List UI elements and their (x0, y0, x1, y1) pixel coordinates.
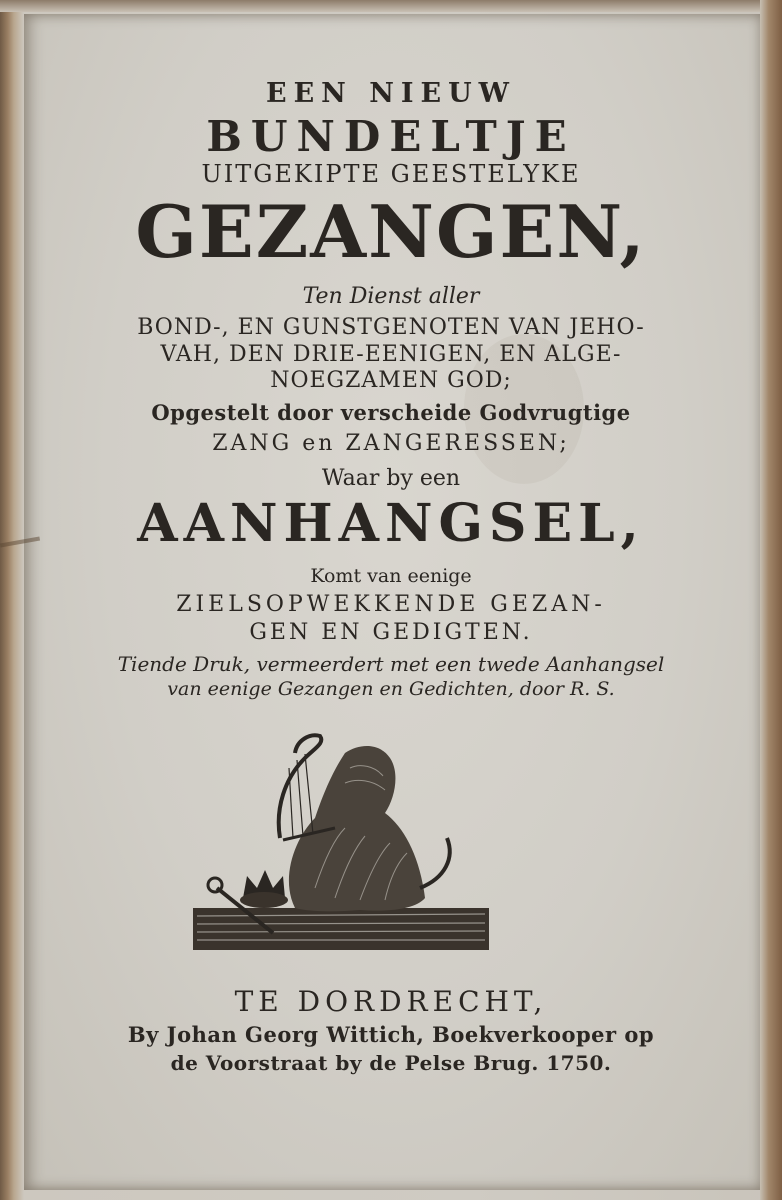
imprint-address-date: de Voorstraat by de Pelse Brug. 1750. (170, 1051, 612, 1075)
appendix-line-3: GEN EN GEDIGTEN. (249, 620, 533, 645)
dedication-line-3: VAH, DEN DRIE-EENIGEN, EN ALGE- (160, 342, 622, 367)
dedication-line-2: BOND-, EN GUNSTGENOTEN VAN JEHO- (137, 315, 645, 340)
title-line-een-nieuw: EEN NIEUW (266, 78, 516, 109)
title-line-gezangen: GEZANGEN, (135, 189, 647, 274)
book-top-edge (0, 0, 782, 12)
appendix-line-2: ZIELSOPWEKKENDE GEZAN- (176, 592, 606, 617)
imprint-place: TE DORDRECHT, (234, 985, 548, 1018)
imprint-printer: By Johan Georg Wittich, Boekverkooper op (127, 1022, 655, 1047)
title-line-bundeltje: BUNDELTJE (206, 112, 576, 161)
edition-line: Tiende Druk, vermeerdert met een twede Aanhangsel (117, 652, 665, 676)
authors-line: Opgestelt door verscheide Godvrugtige (151, 400, 631, 425)
authors-line-2: ZANG en ZANGERESSEN; (212, 431, 570, 456)
appendix-intro: Waar by een (321, 466, 461, 491)
title-line-aanhangsel: AANHANGSEL, (137, 493, 645, 554)
edition-line-2: van eenige Gezangen en Gedichten, door R. S. (167, 678, 615, 700)
title-line-uitgekipte: UITGEKIPTE GEESTELYKE (201, 160, 581, 188)
dedication-line: Ten Dienst aller (302, 284, 480, 309)
dedication-line-4: NOEGZAMEN GOD; (270, 368, 512, 393)
woodcut-printer-mark-icon (185, 728, 495, 960)
appendix-line: Komt van eenige (310, 565, 472, 587)
